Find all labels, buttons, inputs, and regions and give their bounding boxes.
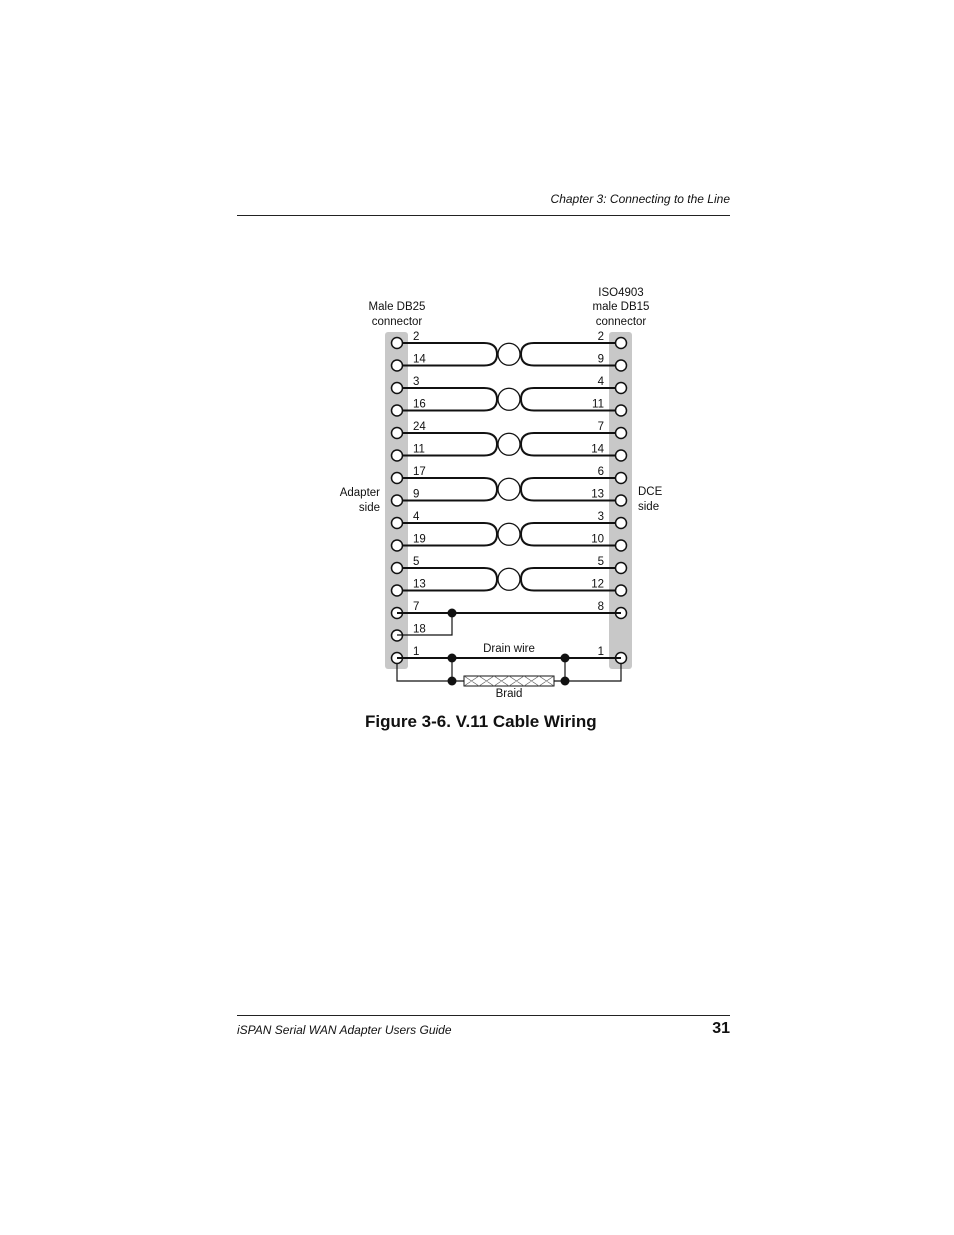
left-pin-number: 13 [413, 578, 426, 591]
right-pin-terminal [616, 450, 627, 461]
right-pin-number: 6 [597, 466, 604, 478]
right-pin-terminal [616, 540, 627, 551]
left-pin-terminal [392, 473, 403, 484]
left-pin-terminal [392, 405, 403, 416]
left-connector-label-line1: Male DB25 [368, 301, 426, 313]
right-pin-terminal [616, 360, 627, 371]
left-pin-number: 5 [413, 556, 420, 568]
direct-junction [448, 609, 457, 618]
left-pin-number: 9 [413, 488, 420, 501]
right-pin-number: 10 [591, 533, 604, 546]
right-pin-terminal [616, 518, 627, 529]
page-number: 31 [712, 1020, 730, 1037]
left-pin-terminal [392, 518, 403, 529]
footer-title: iSPAN Serial WAN Adapter Users Guide [237, 1023, 452, 1037]
left-pin-terminal [392, 428, 403, 439]
braid-label: Braid [495, 688, 523, 700]
braid-junction-left [448, 677, 457, 686]
figure-caption: Figure 3-6. V.11 Cable Wiring [365, 712, 597, 731]
left-pin-number: 1 [413, 646, 420, 658]
right-pin-number: 1 [597, 646, 604, 658]
right-connector-label-line3: connector [595, 316, 647, 328]
left-pin-terminal [392, 383, 403, 394]
braid-junction-right [561, 677, 570, 686]
left-side-label-line2: side [358, 502, 380, 514]
right-pin-number: 12 [591, 578, 604, 591]
right-pin-number: 7 [597, 421, 604, 433]
right-pin-terminal [616, 428, 627, 439]
twist-loop [498, 568, 520, 590]
right-pin-number: 11 [592, 398, 604, 411]
left-pin-number: 2 [413, 331, 420, 343]
left-pin-terminal [392, 495, 403, 506]
braid [464, 676, 554, 686]
twist-loop [498, 343, 520, 365]
right-pin-terminal [616, 563, 627, 574]
left-pin-number: 17 [413, 466, 426, 478]
right-pin-number: 9 [597, 353, 604, 366]
left-pin-number: 24 [413, 421, 426, 433]
left-pin-terminal [392, 540, 403, 551]
right-pin-terminal [616, 383, 627, 394]
right-pin-terminal [616, 585, 627, 596]
left-pin-number: 14 [413, 353, 426, 366]
right-connector-label-line1: ISO4903 [598, 287, 644, 299]
right-side-label-line2: side [638, 501, 660, 513]
left-connector-label-line2: connector [371, 316, 423, 328]
right-pin-number: 13 [591, 488, 604, 501]
twist-loop [498, 433, 520, 455]
left-pin-terminal [392, 360, 403, 371]
right-connector-label-line2: male DB15 [592, 301, 650, 313]
right-pin-number: 8 [597, 601, 604, 613]
right-pin-terminal [616, 473, 627, 484]
twist-loop [498, 388, 520, 410]
right-pin-number: 2 [597, 331, 604, 343]
left-pin-terminal [392, 563, 403, 574]
left-pin-number: 7 [413, 601, 420, 613]
right-pin-number: 14 [591, 443, 604, 456]
left-pin-number: 18 [413, 623, 426, 636]
left-pin-number: 4 [413, 511, 420, 523]
left-pin-number: 11 [413, 443, 425, 456]
left-pin-terminal [392, 585, 403, 596]
drain-wire-label: Drain wire [483, 643, 535, 655]
right-pin-number: 5 [597, 556, 604, 568]
twist-loop [498, 523, 520, 545]
left-pin-terminal [392, 450, 403, 461]
left-pin-number: 19 [413, 533, 426, 546]
right-pin-number: 4 [597, 376, 604, 388]
wires [397, 343, 621, 591]
left-pin-number: 16 [413, 398, 426, 411]
footer-rule [237, 1015, 730, 1016]
right-pin-terminal [616, 495, 627, 506]
left-pin-terminal [392, 338, 403, 349]
right-pin-terminal [616, 338, 627, 349]
left-side-label-line1: Adapter [339, 487, 380, 499]
left-pin-number: 3 [413, 376, 420, 388]
right-side-label-line1: DCE [638, 486, 663, 498]
running-header: Chapter 3: Connecting to the Line [550, 192, 730, 206]
twist-loop [498, 478, 520, 500]
right-pin-terminal [616, 405, 627, 416]
right-pin-number: 3 [597, 511, 604, 523]
